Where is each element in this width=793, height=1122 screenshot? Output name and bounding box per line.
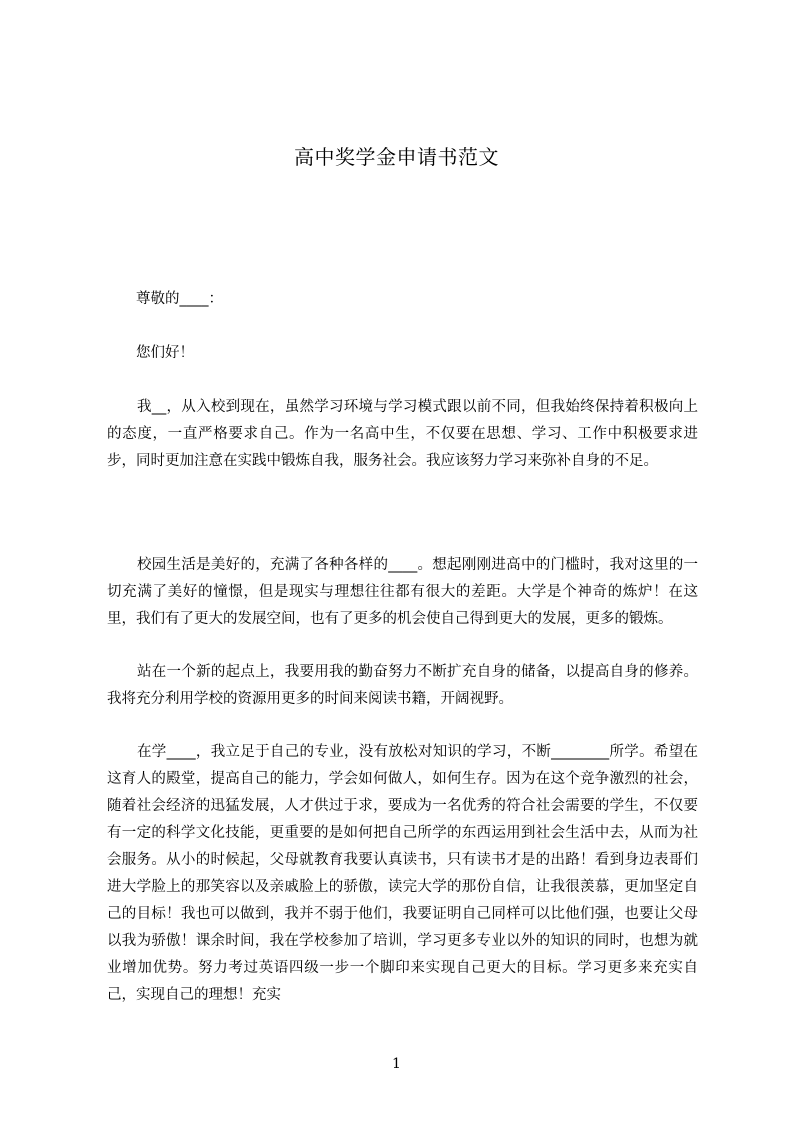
paragraph-4: 在学____，我立足于自己的专业，没有放松对知识的学习，不断________所学。希望在这育人的殿堂，提高自己的能力，学会如何做人，如何生存。因为在这个竞争激烈的社会，随着社会经济的迅猛发展，人才供过于求，要成为一名优秀的符合社会需要的学生，不仅要有一定的科学文化技能，更重要的是如何把自己所学的东西运用到社会生活中去，从而为社会服务。从小的时候起，父母就教育我要认真读书，只有读书才是的出路！看到身边表哥们进大学脸上的那笑容以及亲戚脸上的骄傲，读完大学的那份自信，让我很羡慕，更加坚定自己的目标！我也可以做到，我并不弱于他们，我要证明自己同样可以比他们强，也要让父母以我为骄傲！课余时间，我在学校参加了培训，学习更多专业以外的知识的同时，也想为就业增加优势。努力考过英语四级一步一个脚印来实现自己更大的目标。学习更多来充实自己，实现自己的理想！充实 — [107, 744, 698, 1003]
paragraph-1: 我__，从入校到现在，虽然学习环境与学习模式跟以前不同，但我始终保持着积极向上的态度，一直严格要求自己。作为一名高中生，不仅要在思想、学习、工作中积极要求进步，同时更加注意在实践中锻炼自我，服务社会。我应该努力学习来弥补自身的不足。 — [107, 399, 698, 469]
paragraph-2: 校园生活是美好的，充满了各种各样的____。想起刚刚进高中的门槛时，我对这里的一切充满了美好的憧憬，但是现实与理想往往都有很大的差距。大学是个神奇的炼炉！在这里，我们有了更大的发展空间，也有了更多的机会使自己得到更大的发展，更多的锻炼。 — [107, 557, 698, 627]
greeting: 您们好！ — [136, 345, 194, 361]
salutation: 尊敬的____： — [136, 291, 223, 307]
page-number: 1 — [392, 1056, 401, 1072]
paragraph-3: 站在一个新的起点上，我要用我的勤奋努力不断扩充自身的储备，以提高自身的修养。我将充分利用学校的资源用更多的时间来阅读书籍，开阔视野。 — [107, 664, 698, 707]
document-title: 高中奖学金申请书范文 — [294, 145, 499, 169]
